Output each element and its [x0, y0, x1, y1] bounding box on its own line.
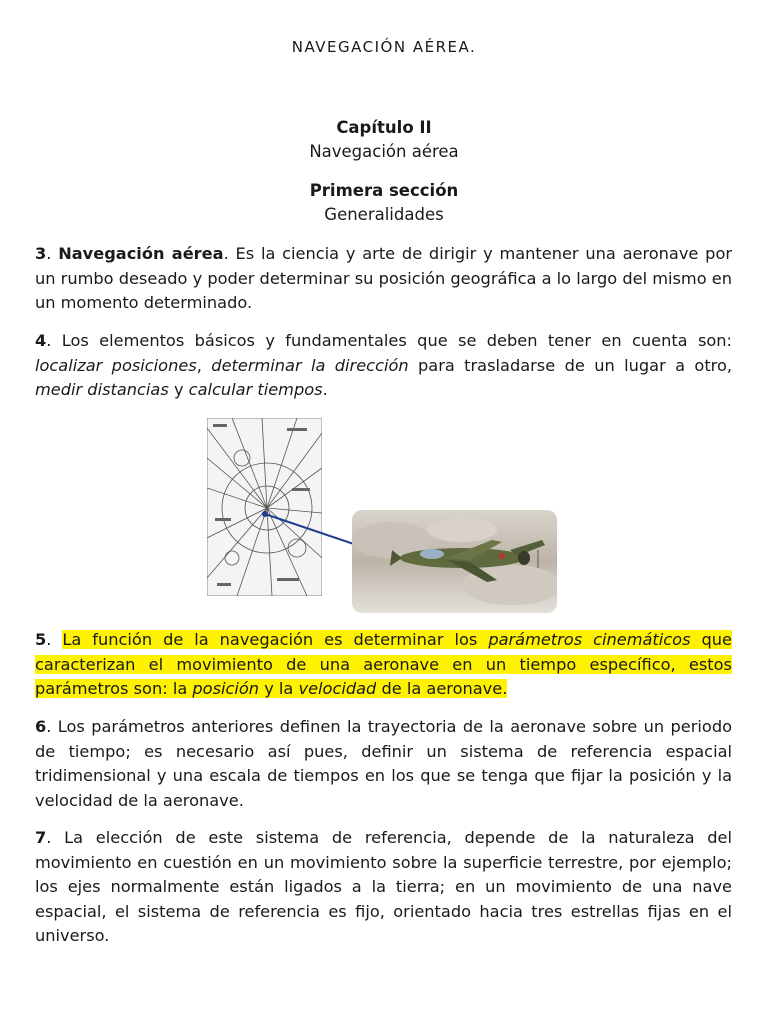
chapter-subtitle: Navegación aérea: [309, 142, 459, 161]
section-label: Primera sección: [309, 181, 459, 200]
paragraph-term: Navegación aérea: [58, 244, 224, 263]
paragraph-text: . Es la ciencia y arte de dirigir y mantener una aeronave por un rumbo deseado y poder determinar su posición geográfica a lo largo del mismo en un momento determinado.: [35, 244, 732, 312]
highlighted-text: y la: [259, 679, 299, 698]
paragraph-3: 3. Navegación aérea. Es la ciencia y arte de dirigir y mantener una aeronave por un rumbo deseado y poder determinar su posición geográfica a lo largo del mismo en un momento determinado.: [35, 244, 732, 312]
paragraph-4: [35, 329, 732, 403]
paragraph-text: y: [168, 380, 189, 399]
paragraph-6: [35, 715, 732, 813]
chapter-label: Capítulo II: [336, 118, 432, 137]
paragraph-number: 7: [35, 828, 47, 847]
paragraph-text: .: [322, 380, 328, 399]
paragraph-text: . Los parámetros anteriores definen la trayectoria de la aeronave sobre un periodo de tiempo; es necesario así pues, definir un sistema de referencia espacial tridimensional y una escala de tiempos en los que se tenga que fijar la posición y la velocidad de la aeronave.: [35, 717, 732, 810]
paragraph-number: 5: [35, 630, 47, 649]
figure-navigation: [207, 418, 557, 613]
paragraph-number: 6: [35, 717, 47, 736]
italic-term: medir distancias: [35, 380, 169, 399]
highlighted-italic-term: posición: [192, 679, 260, 698]
highlighted-italic-term: parámetros cinemáticos: [488, 630, 691, 649]
paragraph-text: ,: [196, 355, 212, 375]
highlighted-text: que caracterizan el movimiento de una aeronave en un tiempo específico, estos parámetros son: la: [35, 630, 732, 698]
highlighted-text: de la aeronave.: [376, 679, 508, 698]
chapter-heading: [0, 116, 768, 164]
italic-term: calcular tiempos: [188, 380, 323, 399]
highlighted-text: La función de la navegación es determinar los: [62, 630, 489, 649]
paragraph-number: 3: [35, 244, 47, 263]
paragraph-text: para trasladarse de un lugar a otro,: [408, 355, 733, 375]
section-heading: [0, 179, 768, 227]
paragraph-5: [35, 628, 732, 702]
paragraph-text: .: [46, 630, 63, 649]
italic-term: determinar la dirección: [211, 355, 409, 375]
highlighted-italic-term: velocidad: [298, 679, 377, 698]
section-subtitle: Generalidades: [324, 205, 444, 224]
italic-term: localizar posiciones: [35, 355, 197, 375]
document-title: NAVEGACIÓN AÉREA.: [291, 38, 477, 56]
paragraph-number: 4: [35, 331, 47, 350]
paragraph-7: [35, 826, 732, 949]
paragraph-text: . La elección de este sistema de referencia, depende de la naturaleza del movimiento en cuestión en un movimiento sobre la superficie terrestre, por ejemplo; los ejes normalmente están ligados a la tierra; en un movimiento de una nave espacial, el sistema de referencia es fijo, orientado hacia tres estrellas fijas en el universo.: [35, 828, 732, 945]
paragraph-text: . Los elementos básicos y fundamentales que se deben tener en cuenta son:: [46, 331, 732, 350]
aircraft-photo-image: [352, 510, 557, 613]
